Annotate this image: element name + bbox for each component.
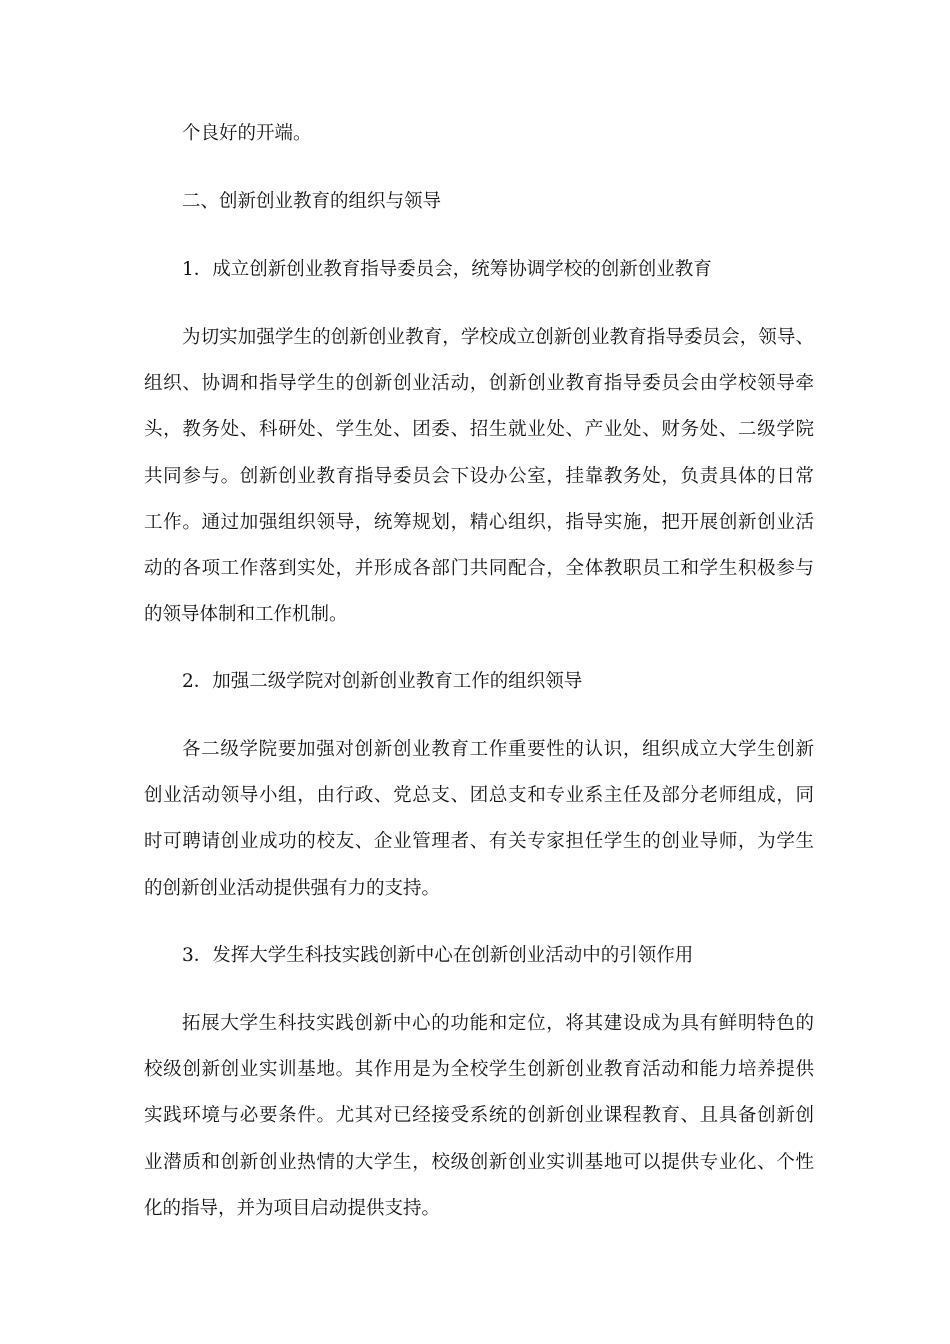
paragraph-1-line-5: 工作。通过加强组织领导，统筹规划，精心组织，指导实施，把开展创新创业活 [144,512,814,533]
subsection-heading-3: 3．发挥大学生科技实践创新中心在创新创业活动中的引领作用 [182,945,694,966]
subsection-heading-2: 2．加强二级学院对创新创业教育工作的组织领导 [182,671,583,692]
paragraph-1-line-3: 头，教务处、科研处、学生处、团委、招生就业处、产业处、财务处、二级学院 [144,419,814,440]
paragraph-3-line-3: 实践环境与必要条件。尤其对已经接受系统的创新创业课程教育、且具备创新创 [144,1105,814,1126]
paragraph-2-line-3: 时可聘请创业成功的校友、企业管理者、有关专家担任学生的创业导师，为学生 [144,831,814,852]
paragraph-3-line-1: 拓展大学生科技实践创新中心的功能和定位，将其建设成为具有鲜明特色的 [182,1013,814,1034]
paragraph-2-line-4: 的创新创业活动提供强有力的支持。 [144,878,441,899]
paragraph-end-line: 个良好的开端。 [182,123,312,144]
paragraph-1-line-7: 的领导体制和工作机制。 [144,604,348,625]
paragraph-2-line-2: 创业活动领导小组，由行政、党总支、团总支和专业系主任及部分老师组成，同 [144,785,814,806]
paragraph-1-line-4: 共同参与。创新创业教育指导委员会下设办公室，挂靠教务处，负责具体的日常 [144,466,814,487]
paragraph-1-line-1: 为切实加强学生的创新创业教育，学校成立创新创业教育指导委员会，领导、 [182,327,814,348]
section-heading: 二、创新创业教育的组织与领导 [182,191,442,212]
paragraph-2-line-1: 各二级学院要加强对创新创业教育工作重要性的认识，组织成立大学生创新 [182,739,814,760]
paragraph-3-line-4: 业潜质和创新创业热情的大学生，校级创新创业实训基地可以提供专业化、个性 [144,1152,814,1173]
paragraph-3-line-5: 化的指导，并为项目启动提供支持。 [144,1198,441,1219]
paragraph-1-line-6: 动的各项工作落到实处，并形成各部门共同配合，全体教职员工和学生积极参与 [144,558,814,579]
paragraph-3-line-2: 校级创新创业实训基地。其作用是为全校学生创新创业教育活动和能力培养提供 [144,1059,814,1080]
subsection-heading-1: 1．成立创新创业教育指导委员会，统筹协调学校的创新创业教育 [182,259,712,280]
paragraph-1-line-2: 组织、协调和指导学生的创新创业活动，创新创业教育指导委员会由学校领导牵 [144,373,814,394]
